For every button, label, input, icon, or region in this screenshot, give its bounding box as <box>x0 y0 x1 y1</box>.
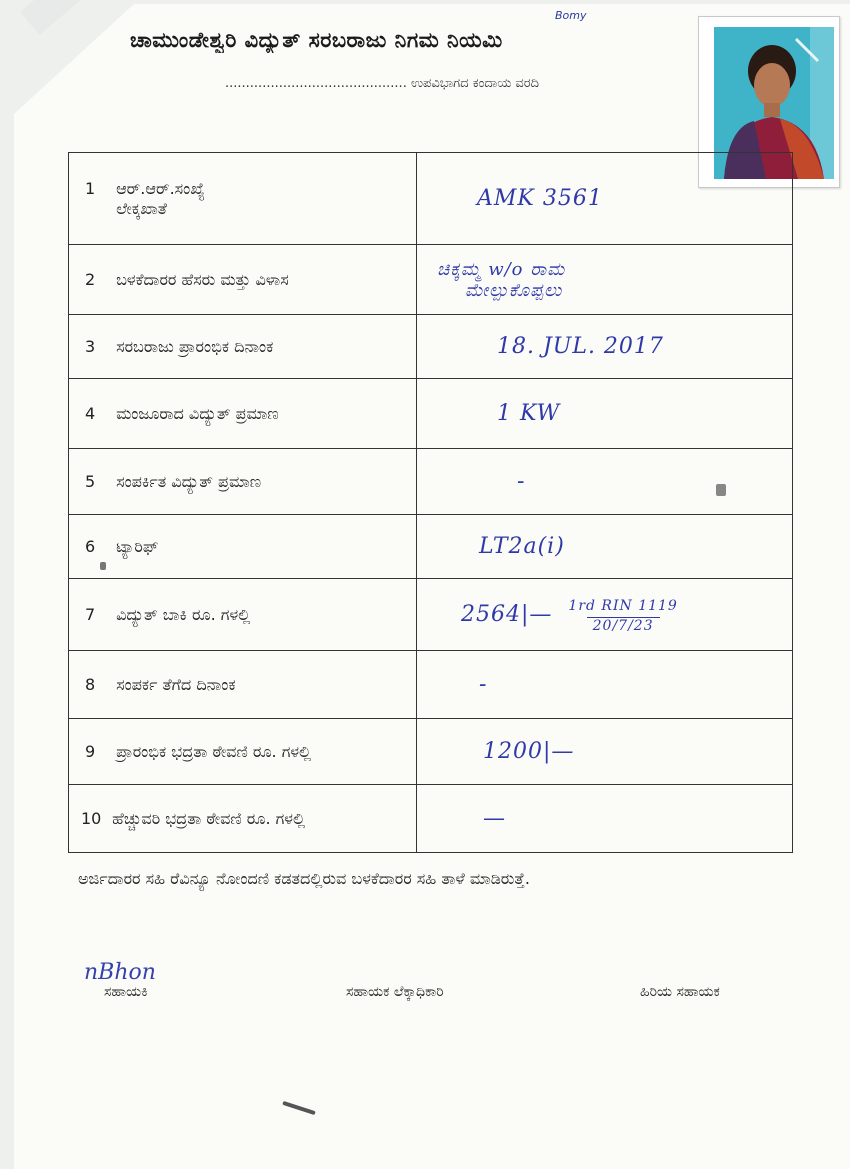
row-label: 1 ಆರ್.ಆರ್.ಸಂಖ್ಯೆ ಲೇಕ್ಕಖಾತೆ <box>69 153 417 245</box>
row-label: 9 ಪ್ರಾರಂಭಿಕ ಭದ್ರತಾ ಠೇವಣಿ ರೂ. ಗಳಲ್ಲಿ <box>69 719 417 785</box>
ink-smudge <box>100 562 106 570</box>
row-label: 8 ಸಂಪರ್ಕ ತೆಗೆದ ದಿನಾಂಕ <box>69 651 417 719</box>
ink-smudge <box>716 484 726 496</box>
consumer-details-table <box>68 152 793 853</box>
table-row <box>69 785 793 853</box>
arrears-note: 1rd RIN 1119 <box>568 597 678 614</box>
row-value: 18. JUL. 2017 <box>417 315 793 379</box>
signature-label-assistant: ಸಹಾಯಕಿ <box>104 984 148 1000</box>
corner-handwritten-note: Bomy <box>555 9 587 22</box>
assistant-signature: nBhon <box>84 960 156 985</box>
signature-label-senior-assistant: ಹಿರಿಯ ಸಹಾಯಕ <box>640 984 720 1000</box>
row-label: 10 ಹೆಚ್ಚುವರಿ ಭದ್ರತಾ ಠೇವಣಿ ರೂ. ಗಳಲ್ಲಿ <box>69 785 417 853</box>
row-label: 6 ಟ್ಯಾರಿಫ್ <box>69 515 417 579</box>
table-row <box>69 153 793 245</box>
table-row <box>69 379 793 449</box>
row-value: 1200|— <box>417 719 793 785</box>
table-row <box>69 651 793 719</box>
row-value: ಚಿಕ್ಕಮ್ಮ w/o ರಾಮ ಮೇಲ್ಪುಕೊಪ್ಪಲು <box>417 245 793 315</box>
table-row <box>69 719 793 785</box>
row-label: 7 ವಿದ್ಯುತ್ ಬಾಕಿ ರೂ. ಗಳಲ್ಲಿ <box>69 579 417 651</box>
row-value: LT2a(i) <box>417 515 793 579</box>
signature-label-accounts-officer: ಸಹಾಯಕ ಲೆಕ್ಕಾಧಿಕಾರಿ <box>346 984 444 1000</box>
arrears-date: 20/7/23 <box>587 617 660 634</box>
table-row <box>69 245 793 315</box>
table-row <box>69 315 793 379</box>
table-row <box>69 515 793 579</box>
table-row <box>69 449 793 515</box>
row-label: 3 ಸರಬರಾಜು ಪ್ರಾರಂಭಿಕ ದಿನಾಂಕ <box>69 315 417 379</box>
row-value: 1 KW <box>417 379 793 449</box>
table-row <box>69 579 793 651</box>
row-value: AMK 3561 <box>417 153 793 245</box>
row-value: — <box>417 785 793 853</box>
verification-note: ಅರ್ಜಿದಾರರ ಸಹಿ ರೆವಿನ್ಯೂ ನೋಂದಣಿ ಕಡತದಲ್ಲಿರುವ ಬಳಕೆದಾರರ ಸಹಿ ತಾಳೆ ಮಾಡಿರುತ್ತೆ. <box>78 869 530 888</box>
row-label: 5 ಸಂಪರ್ಕಿತ ವಿದ್ಯುತ್ ಪ್ರಮಾಣ <box>69 449 417 515</box>
page-title: ಚಾಮುಂಡೇಶ್ವರಿ ವಿದ್ಯುತ್ ಸರಬರಾಜು ನಿಗಮ ನಿಯಮಿ <box>130 28 503 52</box>
row-value: - <box>417 449 793 515</box>
row-value: 2564|— 1rd RIN 1119 20/7/23 <box>417 579 793 651</box>
row-label: 2 ಬಳಕೆದಾರರ ಹೆಸರು ಮತ್ತು ವಿಳಾಸ <box>69 245 417 315</box>
row-label: 4 ಮಂಜೂರಾದ ವಿದ್ಯುತ್ ಪ್ರಮಾಣ <box>69 379 417 449</box>
page-subtitle: ............................................ ಉಪವಿಭಾಗದ ಕಂದಾಯ ವರದಿ <box>225 76 540 91</box>
row-value: - <box>417 651 793 719</box>
